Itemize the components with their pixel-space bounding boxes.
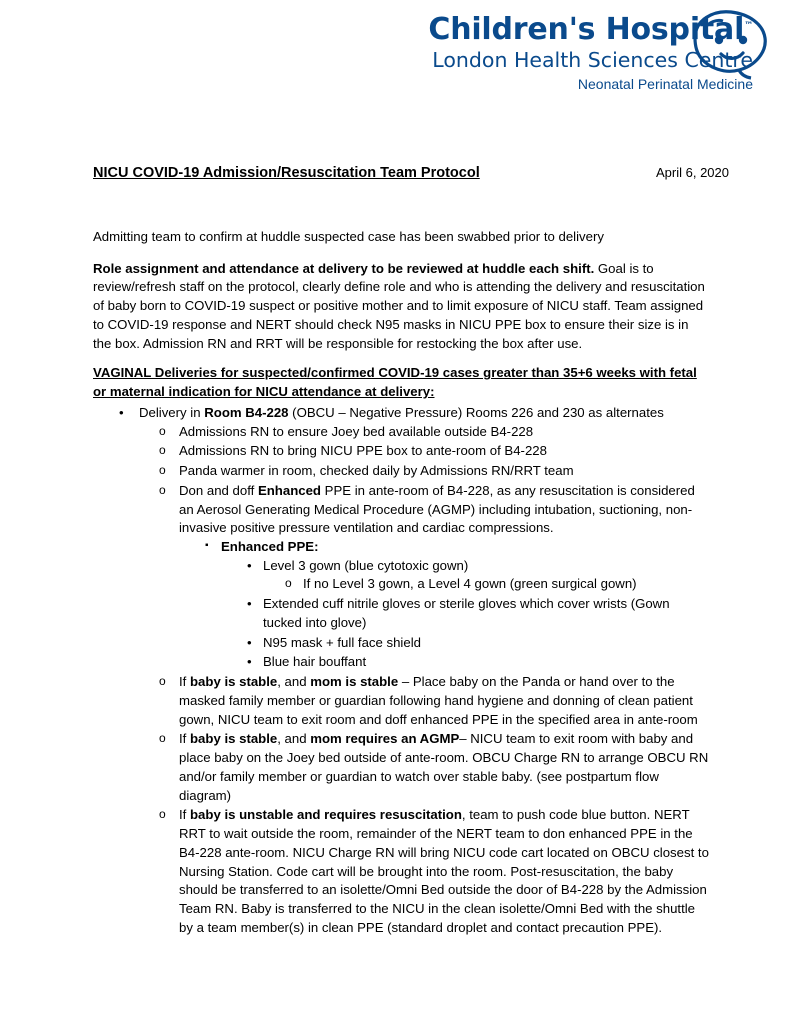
- ppe-item-text: Blue hair bouffant: [263, 654, 367, 670]
- bullet-circle-icon: o: [285, 576, 292, 591]
- list-item: [221, 557, 709, 594]
- organization-name: London Health Sciences Centre: [432, 47, 753, 72]
- don-doff-post: PPE in ante-room of B4-228, as any resuscitation is considered an Aerosol Generating Medical Procedure (AGMP) including intubation, suctioning, non-invasive positive pressure ventilation and cardiac compressions.: [179, 482, 695, 536]
- role-assignment-lead: Role assignment and attendance at delivery to be reviewed at huddle each shift.: [93, 260, 595, 276]
- sub-item-text: Admissions RN to bring NICU PPE box to ante-room of B4-228: [179, 443, 547, 459]
- ppe-note-list: [263, 575, 709, 594]
- bullet-circle-icon: o: [159, 807, 166, 822]
- scenario-mid: , and: [277, 674, 311, 690]
- ppe-item-text: Extended cuff nitrile gloves or sterile gloves which cover wrists (Gown tucked into glove): [263, 596, 670, 630]
- scenario-rest: , team to push code blue button. NERT RRT to wait outside the room, remainder of the NERT team to don enhanced PPE in the B4-228 ante-room. NICU Charge RN will bring NICU code cart located on OBCU closest to Nursing Station. Code cart will be brought into the room. Post-resuscitation, the baby should be transferred to an isolette/Omni Bed outside the door of B4-228 by the Admission Team RN. Baby is transferred to the NICU in the clean isolette/Omni Bed with the shuttle by a team member(s) in clean PPE (standard droplet and contact precaution PPE).: [179, 807, 709, 935]
- trademark-symbol: ™: [744, 21, 753, 31]
- bullet-square-icon: ▪: [205, 540, 209, 552]
- scenario-mid: , and: [277, 731, 311, 747]
- document-date: April 6, 2020: [656, 165, 729, 180]
- bullet-disc-icon: •: [247, 634, 252, 650]
- bullet-circle-icon: o: [159, 423, 166, 438]
- list-item-scenario-2: [139, 730, 709, 805]
- sub-item-text: Panda warmer in room, checked daily by Admissions RN/RRT team: [179, 463, 574, 479]
- list-item-scenario-1: [139, 673, 709, 729]
- enhanced-ppe-label: Enhanced PPE:: [221, 539, 319, 555]
- list-item: [221, 634, 709, 653]
- bullet-disc-icon: •: [119, 404, 124, 420]
- sub-item-text: Admissions RN to ensure Joey bed available outside B4-228: [179, 423, 534, 439]
- letterhead: [333, 14, 753, 92]
- bullet-circle-icon: o: [159, 443, 166, 458]
- document-title-row: [93, 165, 729, 181]
- intro-paragraph: Admitting team to confirm at huddle suspected case has been swabbed prior to delivery: [93, 229, 604, 244]
- ppe-items-list: [221, 557, 709, 672]
- bullet-disc-icon: •: [247, 557, 252, 573]
- list-item: [139, 423, 709, 442]
- scenario-bold-1: baby is stable: [190, 674, 278, 690]
- ppe-item-text: Level 3 gown (blue cytotoxic gown): [263, 557, 469, 573]
- page-title: NICU COVID-19 Admission/Resuscitation Team Protocol: [93, 165, 480, 181]
- list-item: [139, 442, 709, 461]
- bullet-circle-icon: o: [159, 731, 166, 746]
- hospital-name: Children's Hospital™: [428, 12, 753, 47]
- delivery-room-bold: Room B4-228: [204, 404, 289, 420]
- scenario-rest: – NICU team to exit room with baby and place baby on the Joey bed outside of ante-room. OBCU Charge RN to arrange OBCU RN and/or family member or guardian to watch over stable baby. (see postpartum flow diagram): [179, 731, 709, 803]
- ppe-note-text: If no Level 3 gown, a Level 4 gown (green surgical gown): [303, 576, 637, 592]
- delivery-bullet-list: [93, 404, 709, 938]
- don-doff-pre: Don and doff: [179, 482, 258, 498]
- list-item: [179, 538, 709, 672]
- scenario-bold-1: baby is unstable and requires resuscitation: [190, 807, 462, 823]
- scenario-pre: If: [179, 731, 190, 747]
- list-item: [221, 595, 709, 632]
- section-heading-vaginal-deliveries: VAGINAL Deliveries for suspected/confirmed COVID-19 cases greater than 35+6 weeks with fetal or maternal indication for NICU attendance at delivery:: [93, 365, 697, 400]
- list-item-don-doff: [139, 482, 709, 672]
- delivery-room-pre: Delivery in: [139, 404, 205, 420]
- list-item: [139, 462, 709, 481]
- bullet-circle-icon: o: [159, 463, 166, 478]
- ppe-item-text: N95 mask + full face shield: [263, 634, 421, 650]
- scenario-bold-1: baby is stable: [190, 731, 278, 747]
- bullet-disc-icon: •: [247, 654, 252, 670]
- scenario-pre: If: [179, 674, 190, 690]
- list-item: [221, 653, 709, 672]
- scenario-rest: – Place baby on the Panda or hand over to the masked family member or guardian following hand hygiene and donning of clean patient gown, NICU team to exit room and doff enhanced PPE in the specified area in ante-room: [179, 674, 698, 727]
- bullet-circle-icon: o: [159, 674, 166, 689]
- document-body: [93, 228, 709, 938]
- scenario-bold-2: mom requires an AGMP: [310, 731, 460, 747]
- scenario-bold-2: mom is stable: [310, 674, 399, 690]
- department-name: Neonatal Perinatal Medicine: [577, 76, 753, 93]
- bullet-circle-icon: o: [159, 482, 166, 497]
- role-assignment-paragraph: [93, 260, 709, 354]
- enhanced-ppe-list: [179, 538, 709, 672]
- bullet-disc-icon: •: [247, 596, 252, 612]
- delivery-sub-list: [139, 423, 709, 938]
- list-item: [263, 575, 709, 594]
- scenario-pre: If: [179, 807, 190, 823]
- list-item-scenario-3: [139, 806, 709, 937]
- delivery-room-post: (OBCU – Negative Pressure) Rooms 226 and 230 as alternates: [288, 404, 664, 420]
- list-item: [93, 404, 709, 938]
- role-assignment-rest: Goal is to review/refresh staff on the protocol, clearly define role and who is attending the delivery and resuscitation of baby born to COVID-19 suspect or positive mother and to limit exposure of NICU staff. Team assigned to COVID-19 response and NERT should check N95 masks in NICU PPE box to ensure their size is in the box. Admission RN and RRT will be responsible for restocking the box after use.: [93, 260, 705, 351]
- don-doff-bold: Enhanced: [257, 482, 321, 498]
